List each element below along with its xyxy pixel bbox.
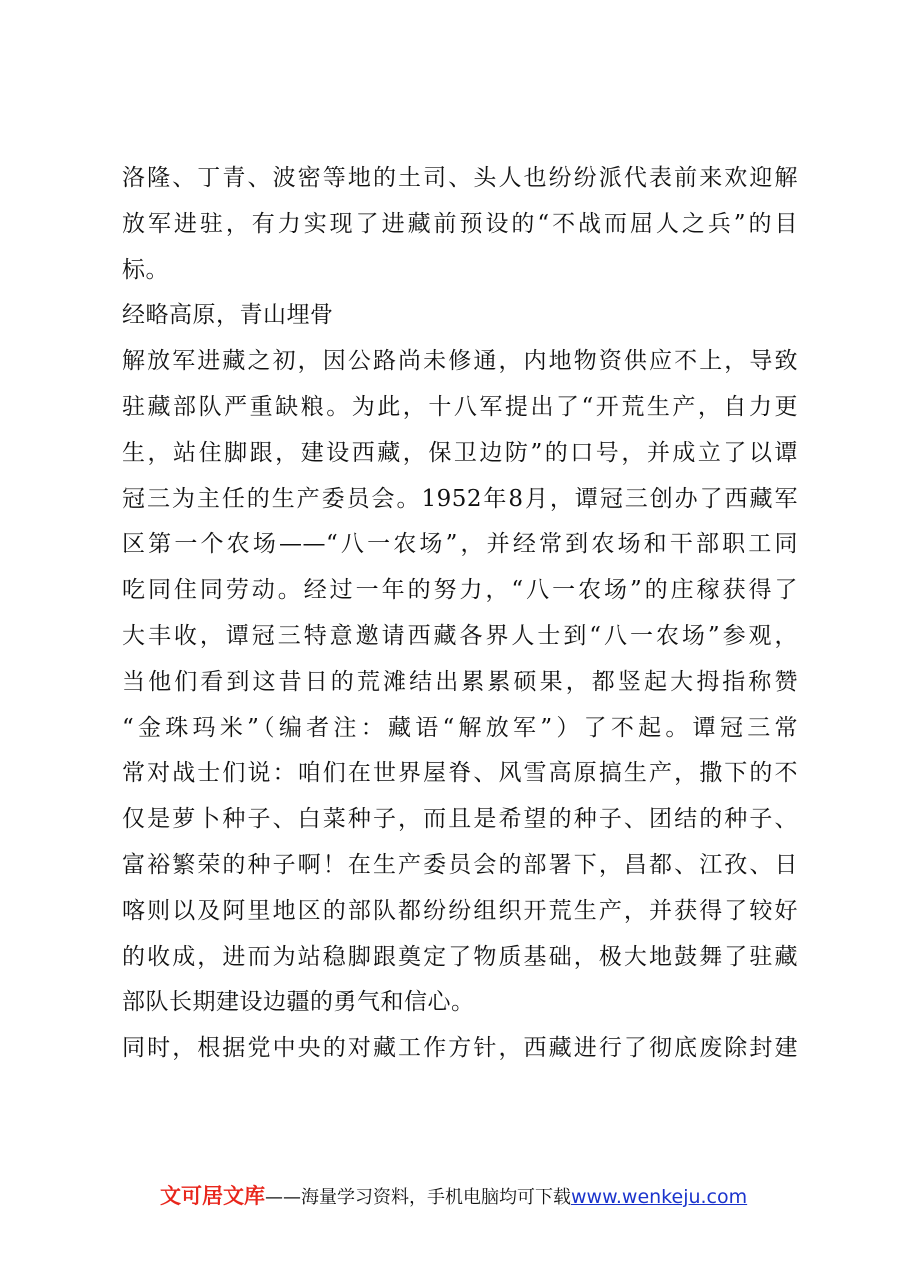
text-line: 驻藏部队严重缺粮。为此，十八军提出了“开荒生产，自力更 <box>122 393 798 420</box>
footer-brand: 文可居文库 <box>160 1184 265 1208</box>
text-line: 冠三为主任的生产委员会。1952年8月，谭冠三创办了西藏军 <box>122 485 798 512</box>
text-line: 仅是萝卜种子、白菜种子，而且是希望的种子、团结的种子、 <box>122 806 798 833</box>
text-line: 标。 <box>122 256 169 283</box>
text-line: 洛隆、丁青、波密等地的土司、头人也纷纷派代表前来欢迎解 <box>122 165 798 191</box>
footer-dash: —— <box>265 1187 301 1208</box>
text-line: 同时，根据党中央的对藏工作方针，西藏进行了彻底废除封建 <box>122 1035 798 1062</box>
text-line: 大丰收，谭冠三特意邀请西藏各界人士到“八一农场”参观， <box>122 622 798 649</box>
text-line: 富裕繁荣的种子啊！在生产委员会的部署下，昌都、江孜、日 <box>122 851 798 878</box>
text-line: 解放军进藏之初，因公路尚未修通，内地物资供应不上，导致 <box>122 348 798 375</box>
text-line: 放军进驻，有力实现了进藏前预设的“不战而屈人之兵”的目 <box>122 210 798 237</box>
text-line: “金珠玛米”（编者注：藏语“解放军”）了不起。谭冠三常 <box>122 714 798 741</box>
text-line: 的收成，进而为站稳脚跟奠定了物质基础，极大地鼓舞了驻藏 <box>122 943 798 970</box>
text-line: 区第一个农场——“八一农场”，并经常到农场和干部职工同 <box>122 531 798 558</box>
footer-website-link[interactable]: www.wenkeju.com <box>571 1186 748 1208</box>
text-line: 当他们看到这昔日的荒滩结出累累硕果，都竖起大拇指称赞 <box>122 668 798 695</box>
page-footer <box>160 1180 780 1210</box>
text-line: 部队长期建设边疆的勇气和信心。 <box>122 989 475 1016</box>
footer-tagline: 海量学习资料，手机电脑均可下载 <box>301 1187 571 1208</box>
text-line: 生，站住脚跟，建设西藏，保卫边防”的口号，并成立了以谭 <box>122 439 798 466</box>
text-line: 常对战士们说：咱们在世界屋脊、风雪高原搞生产，撒下的不 <box>122 760 798 787</box>
text-line: 吃同住同劳动。经过一年的努力，“八一农场”的庄稼获得了 <box>122 577 798 604</box>
text-line: 喀则以及阿里地区的部队都纷纷组织开荒生产，并获得了较好 <box>122 897 798 924</box>
section-heading: 经略高原，青山埋骨 <box>122 302 334 329</box>
article-body <box>122 156 798 1072</box>
